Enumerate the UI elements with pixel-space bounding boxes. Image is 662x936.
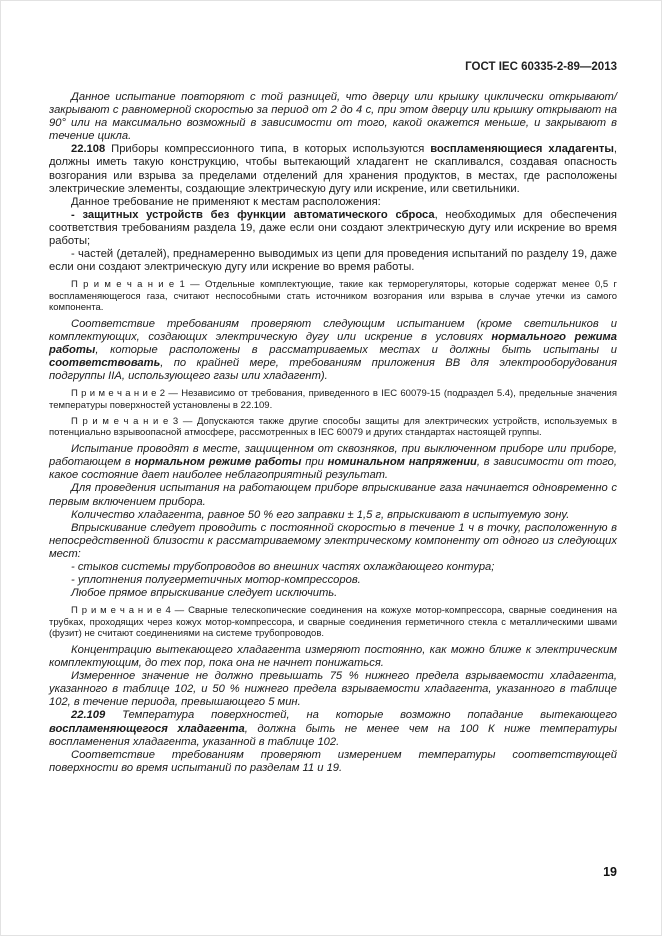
paragraph: Измеренное значение не должно превышать 75 % нижнего предела взрываемости хладагента, указанного в таблице 102, и 50 % нижнего предела взрываемости хладагента, указанного в таблице 102, в течение периода, превышающего 5 мин. [49, 670, 617, 709]
paragraph: Соответствие требованиям проверяют измерением температуры соответствующей поверхности во время испытаний по разделам 11 и 19. [49, 748, 617, 774]
text-run: , в зависимости от того, какое состояние дает наиболее неблагоприятный результат. [49, 456, 617, 482]
document-header [49, 61, 617, 73]
text-run: Соответствие требованиям проверяют следующим испытанием (кроме светильников и комплектующих, создающих электрическую дугу или искрение в условиях [49, 317, 617, 344]
paragraph: - частей (деталей), преднамеренно выводимых из цепи для проведения испытаний по разделу 19, даже если они создают электрическую дугу или искрение во время работы. [49, 248, 617, 274]
text-run: номинальном напряжении [327, 456, 477, 469]
text-run: нормального режима работы [49, 331, 618, 357]
paragraph: Для проведения испытания на работающем приборе впрыскивание газа начинается одновременно с первым включением прибора. [49, 482, 617, 508]
text-run: 22.108 [71, 143, 112, 156]
note-paragraph: П р и м е ч а н и е 2 — Независимо от требования, приведенного в IEC 60079-15 (подраздел 5.4), предельные значения температуры поверхностей установлены в 22.109. [49, 388, 617, 411]
paragraph [49, 318, 617, 383]
paragraph [49, 143, 617, 195]
note-paragraph: П р и м е ч а н и е 4 — Сварные телескопические соединения на кожухе мотор-компрессора, сварные соединения на трубках, проходящих через кожух мотор-компрессора, и сварные соединения герметичного стекла с металлическими швами (фузит) не считают соединениями на системе трубопроводов. [49, 605, 617, 639]
text-run: соответствовать [49, 357, 161, 370]
text-run: при [301, 456, 328, 469]
paragraph: Количество хладагента, равное 50 % его заправки ± 1,5 г, впрыскивают в испытуемую зону. [71, 508, 570, 521]
list-item: - стыков системы трубопроводов во внешних частях охлаждающего контура; [71, 561, 495, 574]
text-run: 22.109 [71, 709, 123, 722]
paragraph: Впрыскивание следует проводить с постоянной скоростью в течение 1 ч в точку, расположенную в непосредственной близости к рассматриваемому электрическому компоненту от одного из следующих мест: [49, 521, 617, 560]
text-run: Температура поверхностей, на которые возможно попадание вытекающего [122, 709, 618, 722]
paragraph: Концентрацию вытекающего хладагента измеряют постоянно, как можно ближе к электрическим комплектующим, до тех пор, пока она не начнет понижаться. [49, 643, 617, 670]
text-run: , которые расположены в рассматриваемых местах и должны быть испытаны и [95, 344, 617, 357]
doc-number: ГОСТ IEC 60335-2-89—2013 [465, 61, 617, 73]
text-run: нормальном режиме работы [134, 456, 302, 469]
note-paragraph: П р и м е ч а н и е 3 — Допускаются также другие способы защиты для электрических устройств, используемых в потенциально взрывоопасной атмосфере, рассмотренных в IEC 60079 и других стандартах настоящей группы. [49, 415, 617, 438]
text-run: Приборы компрессионного типа, в которых используются [111, 143, 431, 156]
text-run: воспламеняющиеся хладагенты [430, 143, 614, 156]
text-run: Испытание проводят в месте, защищенном от сквозняков, при выключенном приборе или приборе, работающем в [49, 443, 617, 469]
text-run: , должна быть не менее чем на 100 К ниже температуры воспламенения хладагента, указанной в таблице 102. [49, 722, 618, 748]
paragraph: Данное требование не применяют к местам расположения: [71, 195, 381, 208]
text-run: воспламеняющегося хладагента [49, 722, 245, 735]
text-run: , необходимых для обеспечения соответствия требованиям раздела 19, даже если они создают электрическую дугу или искрение во время работы; [49, 208, 617, 248]
document-body [49, 91, 617, 775]
note-paragraph: П р и м е ч а н и е 1 — Отдельные комплектующие, такие как терморегуляторы, которые содержат менее 0,5 г воспламеняющегося газа, считают неспособными стать источником возгорания или взрыва в случае утечки из самого компонента. [49, 279, 617, 313]
paragraph [49, 709, 617, 748]
paragraph: Любое прямое впрыскивание следует исключить. [71, 587, 338, 600]
list-item: - уплотнения полугерметичных мотор-компрессоров. [71, 574, 361, 587]
text-run: , по крайней мере, требованиям приложения BB для электрооборудования подгруппы IIA, использующего газы или хладагент). [49, 357, 617, 383]
paragraph [49, 209, 617, 248]
text-run: - защитных устройств без функции автоматического сброса [71, 208, 435, 221]
paragraph: Данное испытание повторяют с той разницей, что дверцу или крышку циклически открывают/закрывают с равномерной скоростью за период от 2 до 4 с, при этом дверцу или крышку открывают на 90° или на максимально возможный в зависимости от того, какой окажется меньше, и закрывают в течение цикла. [49, 91, 617, 143]
paragraph [49, 443, 617, 482]
page-number: 19 [603, 865, 617, 879]
text-run: , должны иметь такую конструкцию, чтобы вытекающий хладагент не скапливался, создавая опасность возгорания или взрыва за пределами отделений для хранения продуктов, в местах, где расположены электрические элементы, создающие электрическую дугу или искрение, или светильники. [49, 143, 618, 195]
